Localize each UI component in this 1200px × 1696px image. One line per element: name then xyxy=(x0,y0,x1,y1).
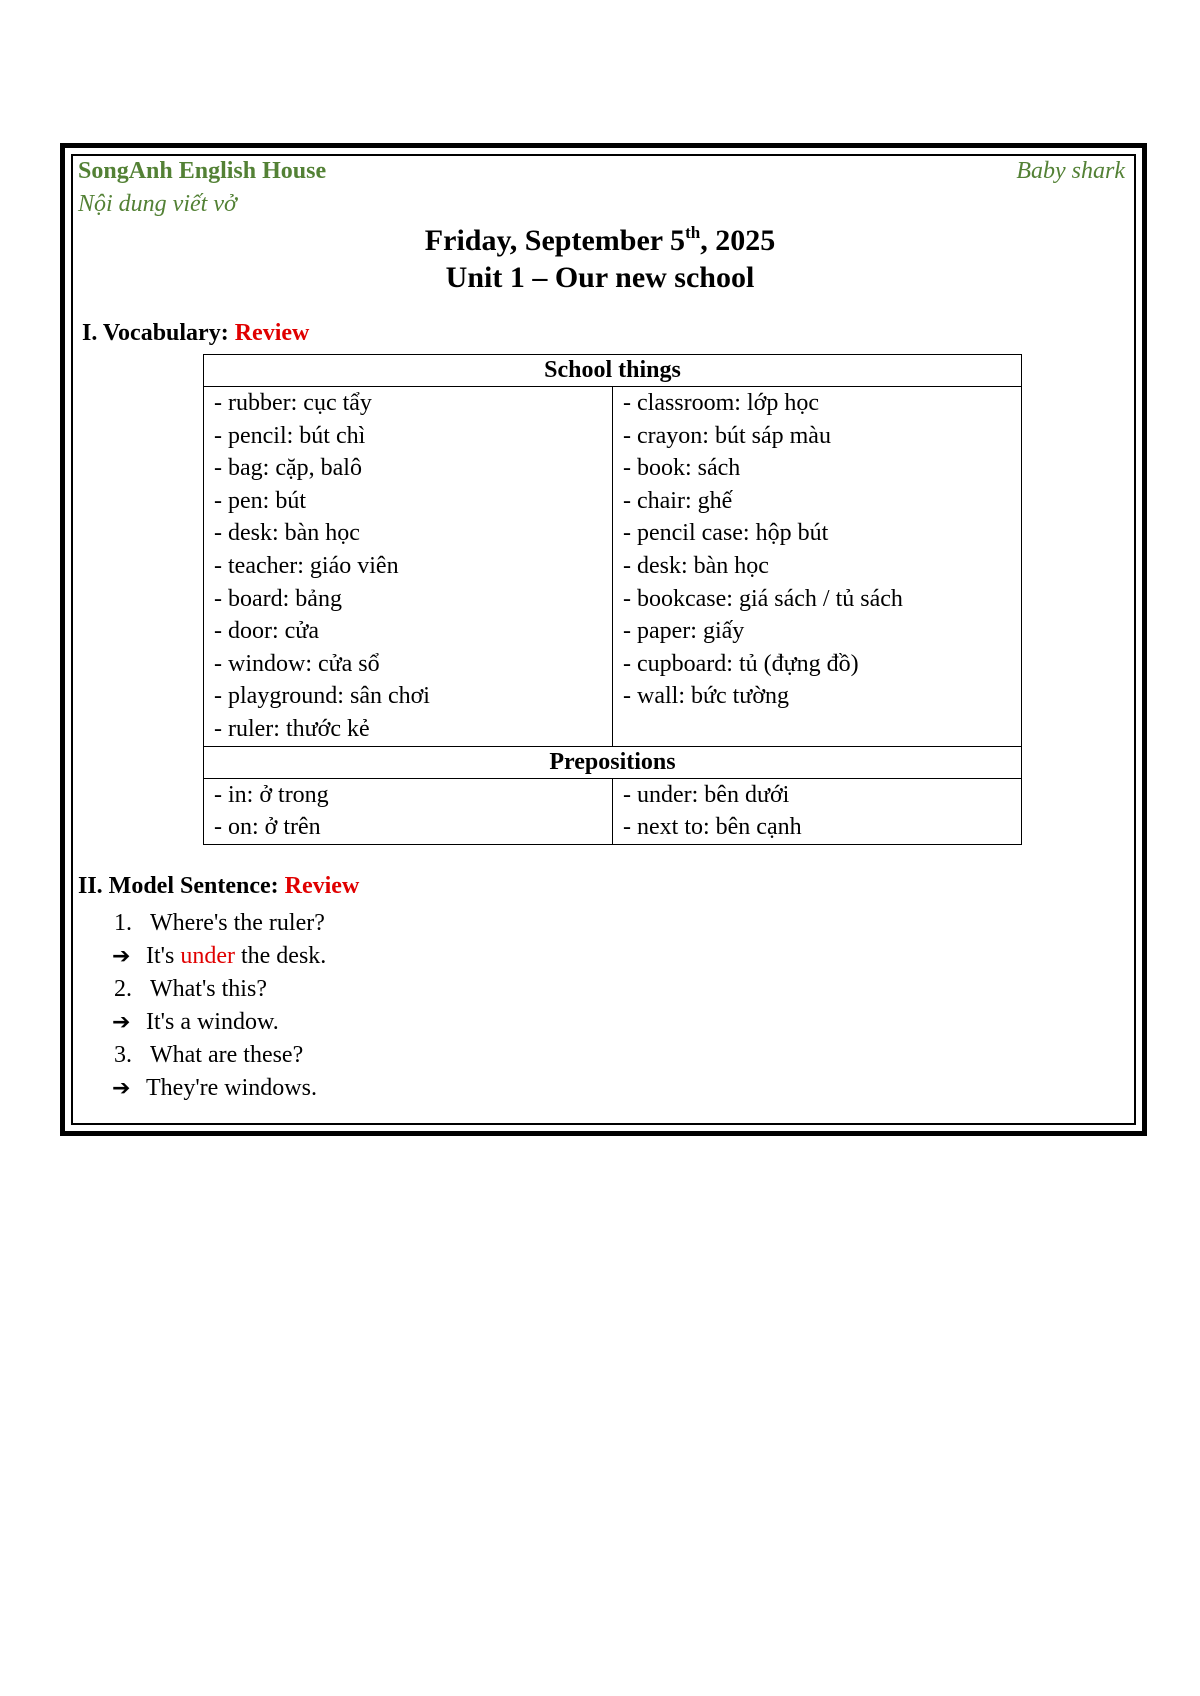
answer-line xyxy=(112,940,326,974)
vocab-item: - desk: bàn học xyxy=(214,520,360,547)
vocab-item: - classroom: lớp học xyxy=(623,390,819,416)
vocab-item: - cupboard: tủ (đựng đồ) xyxy=(623,650,859,677)
lesson-date xyxy=(0,224,1200,258)
date-prefix: Friday, September 5 xyxy=(424,224,686,257)
model-sentence-list xyxy=(112,907,326,1106)
vocabulary-review-tag: Review xyxy=(234,320,310,346)
vocab-item: - teacher: giáo viên xyxy=(214,552,399,579)
unit-title: Unit 1 – Our new school xyxy=(445,261,755,294)
school-name: SongAnh English House xyxy=(78,158,327,184)
vocab-item: - pen: bút xyxy=(214,487,306,514)
notebook-subtitle: Nội dung viết vở xyxy=(78,191,237,217)
vocab-item: - door: cửa xyxy=(214,618,319,645)
question-number: 3. xyxy=(114,1042,132,1069)
vocab-item: - window: cửa sổ xyxy=(214,650,380,677)
question-text: What's this? xyxy=(150,976,267,1003)
arrow-right-icon: ➔ xyxy=(112,1075,131,1101)
model-sentence-review-tag: Review xyxy=(284,873,360,899)
vocab-item: - desk: bàn học xyxy=(623,552,769,579)
question-text: What are these? xyxy=(150,1042,304,1069)
model-sentence-heading xyxy=(78,873,359,900)
question-line xyxy=(112,973,326,1006)
school-things-left-column xyxy=(204,387,613,747)
preposition-item: - in: ở trong xyxy=(214,781,329,808)
answer-text: They're windows. xyxy=(146,1074,317,1101)
vocab-item: - board: bảng xyxy=(214,585,342,612)
answer-line xyxy=(112,1006,326,1040)
vocab-item: - paper: giấy xyxy=(623,618,745,645)
preposition-item: - on: ở trên xyxy=(214,814,321,841)
preposition-item: - next to: bên cạnh xyxy=(623,814,802,841)
arrow-right-icon: ➔ xyxy=(112,943,131,969)
vocab-item: - playground: sân chơi xyxy=(214,683,430,710)
prepositions-header: Prepositions xyxy=(204,746,1022,778)
arrow-right-icon: ➔ xyxy=(112,1009,131,1035)
answer-line xyxy=(112,1072,326,1106)
class-level: Baby shark xyxy=(1016,158,1125,184)
question-number: 1. xyxy=(114,910,132,936)
vocabulary-table xyxy=(203,354,1022,845)
prepositions-right-column xyxy=(613,778,1022,844)
answer-text-end: the desk. xyxy=(234,942,327,969)
question-line xyxy=(112,907,326,940)
school-things-header: School things xyxy=(204,355,1022,387)
vocab-item: - ruler: thước kẻ xyxy=(214,715,370,742)
preposition-item: - under: bên dưới xyxy=(623,781,790,808)
vocab-item: - pencil case: hộp bút xyxy=(623,520,829,547)
model-sentence-label: II. Model Sentence: xyxy=(78,873,279,899)
vocabulary-heading xyxy=(82,320,309,347)
question-number: 2. xyxy=(114,976,132,1003)
vocab-item: - book: sách xyxy=(623,455,741,482)
vocab-item: - pencil: bút chì xyxy=(214,422,366,449)
question-line xyxy=(112,1039,326,1072)
answer-text: It's xyxy=(146,942,181,969)
question-text: Where's the ruler? xyxy=(150,910,325,936)
vocab-item: - chair: ghế xyxy=(623,487,733,514)
date-year: , 2025 xyxy=(700,224,776,257)
answer-text: It's a window. xyxy=(146,1008,279,1035)
prepositions-left-column xyxy=(204,778,613,844)
vocab-item: - rubber: cục tẩy xyxy=(214,390,372,416)
school-things-right-column xyxy=(613,387,1022,747)
date-ordinal: th xyxy=(685,223,701,242)
vocabulary-label: I. Vocabulary: xyxy=(82,320,229,346)
vocab-item: - crayon: bút sáp màu xyxy=(623,422,831,449)
vocab-item: - bookcase: giá sách / tủ sách xyxy=(623,585,903,612)
answer-highlight: under xyxy=(180,942,235,969)
vocab-item: - bag: cặp, balô xyxy=(214,455,362,482)
vocab-item: - wall: bức tường xyxy=(623,683,790,710)
